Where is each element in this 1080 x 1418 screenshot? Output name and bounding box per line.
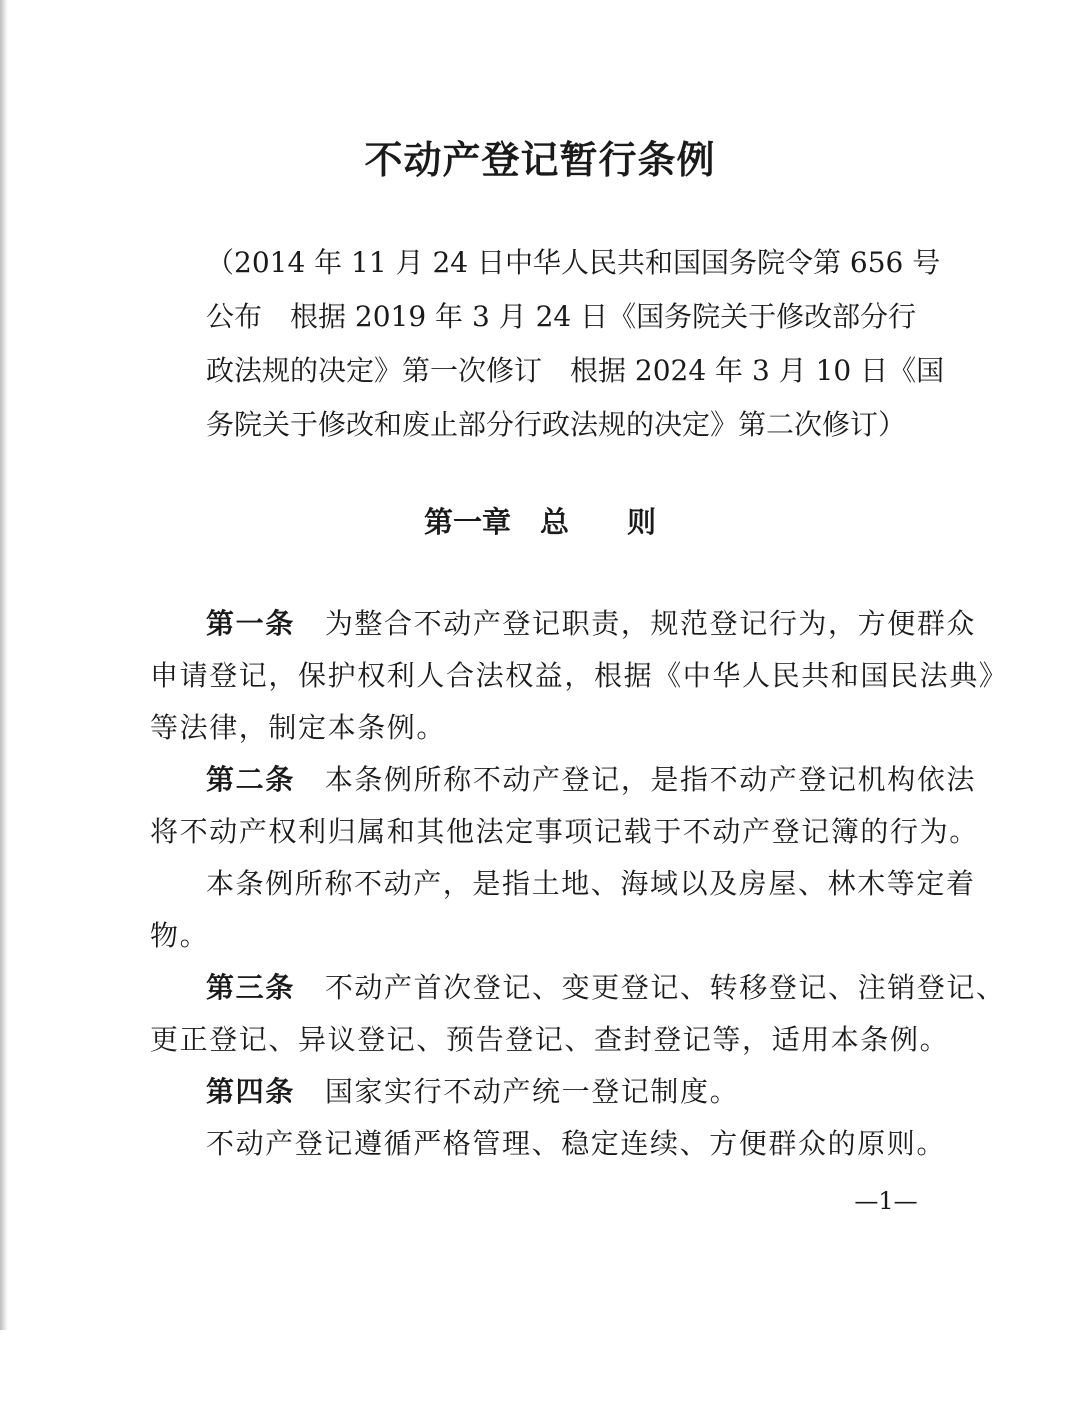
article-1-line: 等法律，制定本条例。 [150, 711, 447, 744]
page-bottom-margin [0, 1330, 1080, 1418]
article-4-label: 第四条 [206, 1075, 295, 1108]
article-2-paragraph-line: 物。 [150, 919, 210, 952]
article-3-line: 更正登记、异议登记、预告登记、查封登记等，适用本条例。 [150, 1023, 950, 1056]
article-3-label: 第三条 [206, 971, 295, 1004]
promulgation-line: 政法规的决定》第一次修订 根据 2024 年 3 月 10 日《国 [206, 354, 945, 387]
promulgation-line: 务院关于修改和废止部分行政法规的决定》第二次修订） [206, 408, 907, 441]
article-3-line [150, 962, 1006, 1014]
promulgation-line: （2014 年 11 月 24 日中华人民共和国国务院令第 656 号 [206, 246, 941, 279]
article-2-label: 第二条 [206, 763, 295, 796]
document-title: 不动产登记暂行条例 [364, 137, 716, 182]
document-body [150, 598, 1009, 1170]
promulgation-note [206, 236, 945, 452]
article-1-label: 第一条 [206, 607, 295, 640]
scan-page-edge [0, 0, 8, 1330]
page-number: —1— [854, 1187, 918, 1215]
article-3-text: 不动产首次登记、变更登记、转移登记、注销登记、 [324, 971, 1006, 1004]
article-4-text: 国家实行不动产统一登记制度。 [324, 1075, 740, 1108]
article-1-text: 为整合不动产登记职责，规范登记行为，方便群众 [324, 607, 977, 640]
article-2-text: 本条例所称不动产登记，是指不动产登记机构依法 [324, 763, 977, 796]
chapter-heading: 第一章 总 则 [423, 505, 656, 539]
article-4-paragraph-line: 不动产登记遵循严格管理、稳定连续、方便群众的原则。 [206, 1127, 947, 1160]
article-2-line: 将不动产权利归属和其他法定事项记载于不动产登记簿的行为。 [150, 815, 979, 848]
article-1-line [150, 598, 977, 650]
article-2-paragraph-line: 本条例所称不动产，是指土地、海域以及房屋、林木等定着 [206, 867, 976, 900]
promulgation-line: 公布 根据 2019 年 3 月 24 日《国务院关于修改部分行 [206, 300, 917, 333]
article-4-line [150, 1066, 950, 1118]
article-2-line [150, 754, 977, 806]
article-1-line: 申请登记，保护权利人合法权益，根据《中华人民共和国民法典》 [150, 659, 1009, 692]
